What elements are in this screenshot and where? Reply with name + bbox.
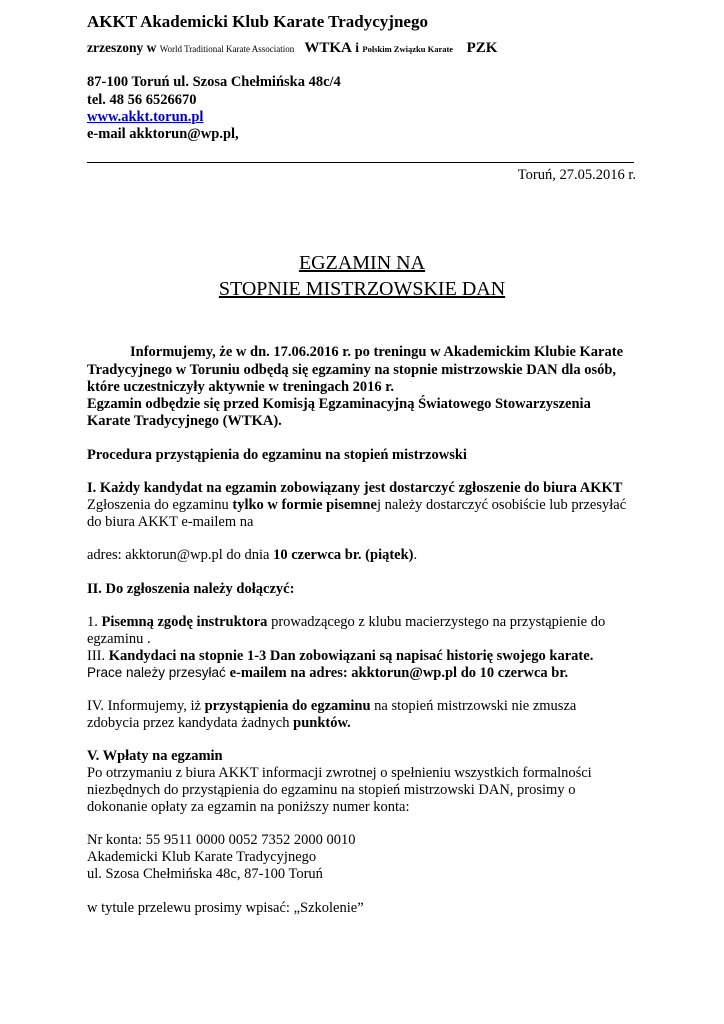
section-3-line-2 — [87, 665, 568, 682]
section-2-heading: II. Do zgłoszenia należy dołączyć: — [87, 581, 295, 597]
intro-line-4: Egzamin odbędzie się przed Komisją Egzaminacyjną Światowego Stowarzyszenia — [87, 396, 591, 412]
intro-line-1: Informujemy, że w dn. 17.06.2016 r. po treningu w Akademickim Klubie Karate — [130, 344, 624, 360]
header-divider — [87, 162, 634, 163]
section-3-emphasis: Kandydaci na stopnie 1-3 Dan zobowiązani są napisać historię swojego karate. — [108, 648, 594, 664]
title-line-2: STOPNIE MISTRZOWSKIE DAN — [218, 278, 506, 300]
title-line-1: EGZAMIN NA — [298, 252, 426, 274]
point-1-emphasis: Pisemną zgodę instruktora — [101, 614, 268, 630]
deadline-text: 10 czerwca br. (piątek) — [273, 547, 414, 563]
affiliation-pzk: PZK — [466, 40, 498, 56]
affiliation-and: i — [355, 40, 360, 55]
section-5-line-2: niezbędnych do przystąpienia do egzaminu na stopień mistrzowski DAN, prosimy o — [87, 782, 576, 798]
affiliation-wtka-full: World Traditional Karate Association — [159, 44, 295, 54]
intro-line-2: Tradycyjnego w Toruniu odbędą się egzaminy na stopnie mistrzowskie DAN dla osób, — [87, 362, 617, 378]
section-3-number: III. — [87, 648, 109, 664]
account-address: ul. Szosa Chełmińska 48c, 87-100 Toruń — [87, 866, 323, 882]
affiliation-pzk-full: Polskim Związku Karate — [362, 44, 454, 54]
club-website-link[interactable]: www.akkt.torun.pl — [87, 109, 204, 125]
section-3-text: Prace należy przesyłać — [87, 665, 230, 680]
section-4-line-2 — [87, 715, 351, 732]
transfer-title: w tytule przelewu prosimy wpisać: „Szkolenie” — [87, 900, 364, 916]
section-3-line-1 — [87, 648, 593, 665]
section-4-text-2: zdobycia przez kandydata żadnych — [87, 715, 294, 731]
club-name: AKKT Akademicki Klub Karate Tradycyjnego — [87, 12, 428, 31]
point-1-text: prowadzącego z klubu macierzystego na przystąpienie do — [267, 614, 606, 630]
club-email: e-mail akktorun@wp.pl, — [87, 126, 239, 142]
section-3-email: e-mailem na adres: akktorun@wp.pl do 10 czerwca br. — [229, 665, 569, 681]
section-4-line-1 — [87, 698, 576, 715]
section-2-point-1-cont: egzaminu . — [87, 631, 151, 647]
intro-line-3: które uczestniczyły aktywnie w treningach 2016 r. — [87, 379, 395, 395]
procedure-heading: Procedura przystąpienia do egzaminu na stopień mistrzowski — [87, 447, 467, 463]
section-5-line-1: Po otrzymaniu z biura AKKT informacji zwrotnej o spełnieniu wszystkich formalności — [87, 765, 592, 781]
section-4-points: punktów. — [293, 715, 351, 731]
club-address: 87-100 Toruń ul. Szosa Chełmińska 48c/4 — [87, 74, 341, 90]
section-5-line-3: dokonanie opłaty za egzamin na poniższy numer konta: — [87, 799, 410, 815]
address-period: . — [413, 547, 418, 563]
section-1-text: Zgłoszenia do egzaminu — [87, 497, 233, 513]
account-number: Nr konta: 55 9511 0000 0052 7352 2000 0010 — [87, 832, 356, 848]
section-5-heading: V. Wpłaty na egzamin — [87, 748, 223, 764]
intro-line-5: Karate Tradycyjnego (WTKA). — [87, 413, 282, 429]
section-1-heading: I. Każdy kandydat na egzamin zobowiązany jest dostarczyć zgłoszenie do biura AKKT — [87, 480, 623, 496]
address-text: adres: akktorun@wp.pl do dnia — [87, 547, 274, 563]
section-4-text-cont: na stopień mistrzowski nie zmusza — [370, 698, 577, 714]
section-1-line-3: do biura AKKT e-mailem na — [87, 514, 254, 530]
account-holder: Akademicki Klub Karate Tradycyjnego — [87, 849, 317, 865]
point-1-number: 1. — [87, 614, 102, 630]
section-4-text: IV. Informujemy, iż — [87, 698, 205, 714]
section-1-address — [87, 547, 417, 564]
section-4-emphasis: przystąpienia do egzaminu — [204, 698, 371, 714]
affiliation-wtka: WTKA — [304, 40, 352, 56]
section-1-text-cont: j należy dostarczyć osobiście lub przesyłać — [376, 497, 627, 513]
section-2-point-1 — [87, 614, 605, 631]
date-line: Toruń, 27.05.2016 r. — [517, 167, 636, 183]
section-1-emphasis: tylko w formie pisemne — [232, 497, 377, 513]
affiliation-line — [87, 40, 497, 57]
affiliation-prefix: zrzeszony w — [87, 40, 157, 55]
section-1-line-2 — [87, 497, 626, 514]
club-phone: tel. 48 56 6526670 — [87, 92, 197, 108]
